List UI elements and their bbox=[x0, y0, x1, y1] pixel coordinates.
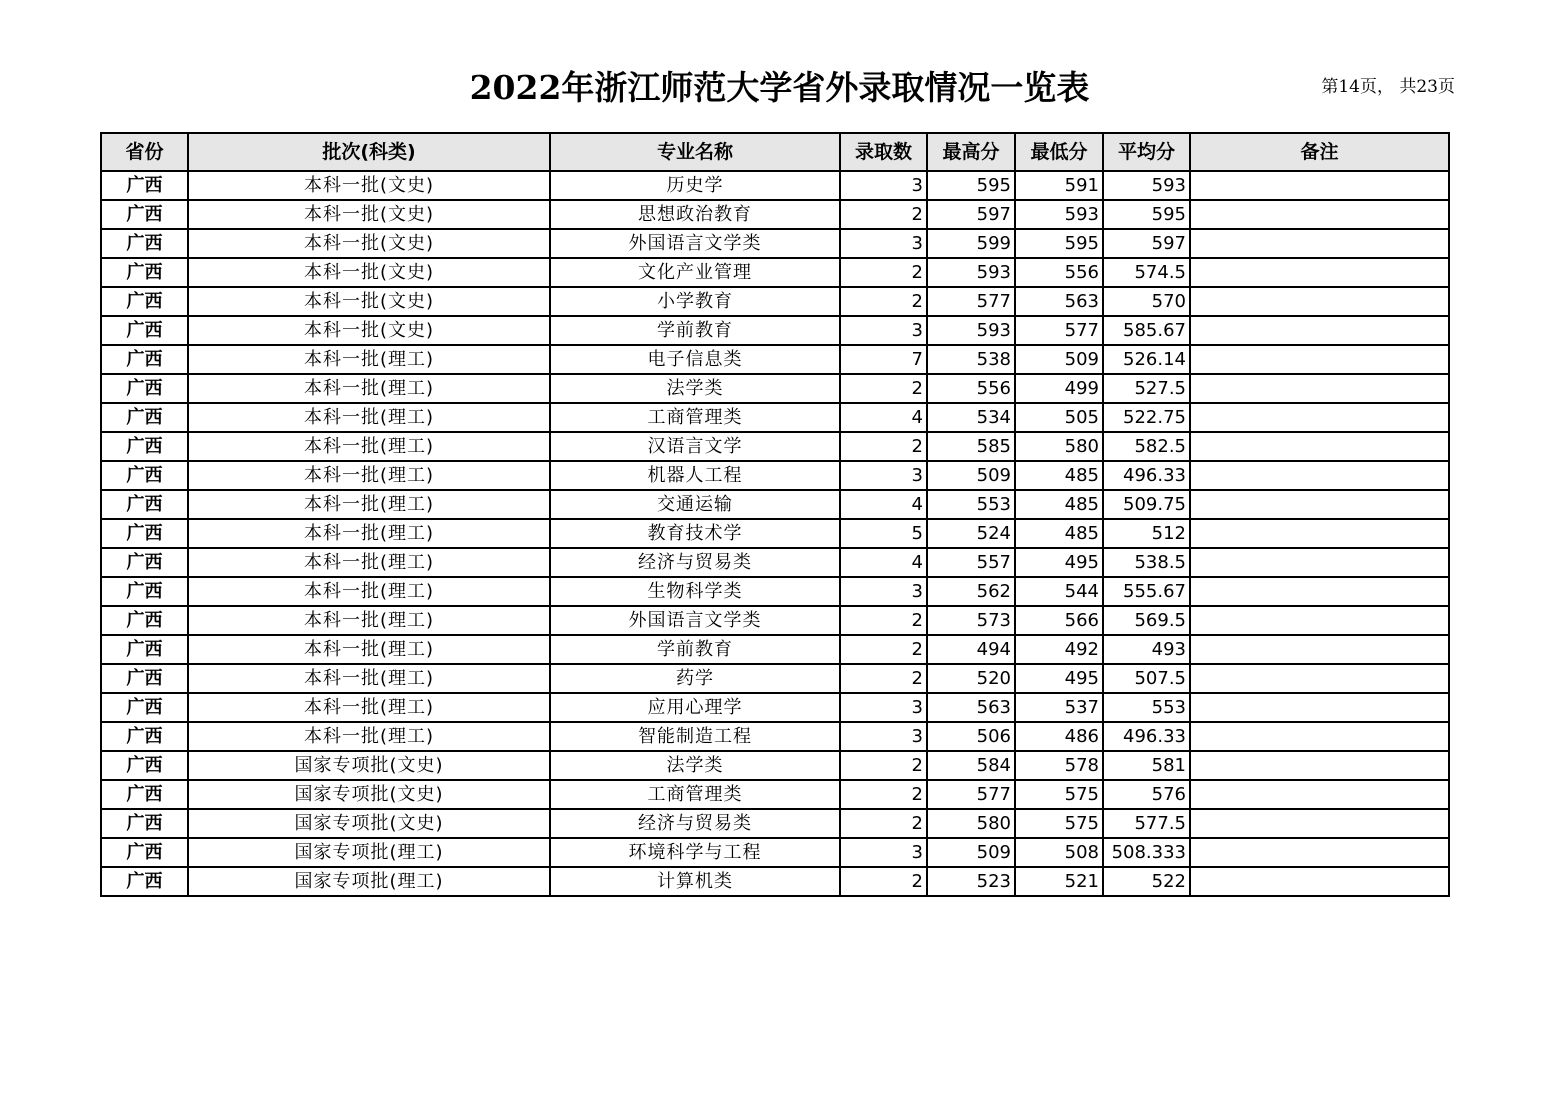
cell-count: 2 bbox=[840, 606, 927, 635]
cell-min-score: 563 bbox=[1015, 287, 1103, 316]
cell-min-score: 595 bbox=[1015, 229, 1103, 258]
cell-max-score: 509 bbox=[927, 461, 1015, 490]
cell-batch: 本科一批(理工) bbox=[188, 461, 550, 490]
cell-note bbox=[1190, 287, 1449, 316]
cell-note bbox=[1190, 780, 1449, 809]
cell-note bbox=[1190, 345, 1449, 374]
cell-avg-score: 585.67 bbox=[1103, 316, 1190, 345]
cell-batch: 本科一批(文史) bbox=[188, 229, 550, 258]
table-row bbox=[101, 838, 1449, 867]
cell-batch: 本科一批(文史) bbox=[188, 171, 550, 200]
cell-note bbox=[1190, 809, 1449, 838]
cell-min-score: 593 bbox=[1015, 200, 1103, 229]
cell-avg-score: 582.5 bbox=[1103, 432, 1190, 461]
header-count: 录取数 bbox=[840, 133, 927, 171]
cell-batch: 国家专项批(文史) bbox=[188, 809, 550, 838]
table-row bbox=[101, 258, 1449, 287]
table-row bbox=[101, 780, 1449, 809]
cell-batch: 本科一批(文史) bbox=[188, 200, 550, 229]
table-row bbox=[101, 751, 1449, 780]
cell-count: 4 bbox=[840, 403, 927, 432]
cell-batch: 国家专项批(理工) bbox=[188, 867, 550, 896]
cell-avg-score: 593 bbox=[1103, 171, 1190, 200]
cell-note bbox=[1190, 461, 1449, 490]
cell-note bbox=[1190, 432, 1449, 461]
cell-max-score: 577 bbox=[927, 780, 1015, 809]
cell-min-score: 492 bbox=[1015, 635, 1103, 664]
cell-province: 广西 bbox=[101, 577, 188, 606]
cell-note bbox=[1190, 403, 1449, 432]
cell-avg-score: 522 bbox=[1103, 867, 1190, 896]
cell-major: 交通运输 bbox=[550, 490, 840, 519]
cell-min-score: 495 bbox=[1015, 548, 1103, 577]
cell-batch: 本科一批(理工) bbox=[188, 606, 550, 635]
cell-batch: 本科一批(理工) bbox=[188, 577, 550, 606]
cell-province: 广西 bbox=[101, 374, 188, 403]
cell-province: 广西 bbox=[101, 345, 188, 374]
cell-note bbox=[1190, 722, 1449, 751]
cell-count: 3 bbox=[840, 171, 927, 200]
cell-note bbox=[1190, 316, 1449, 345]
header-avg-score: 平均分 bbox=[1103, 133, 1190, 171]
cell-province: 广西 bbox=[101, 867, 188, 896]
header-min-score: 最低分 bbox=[1015, 133, 1103, 171]
cell-note bbox=[1190, 635, 1449, 664]
cell-note bbox=[1190, 693, 1449, 722]
cell-min-score: 556 bbox=[1015, 258, 1103, 287]
cell-major: 汉语言文学 bbox=[550, 432, 840, 461]
cell-province: 广西 bbox=[101, 722, 188, 751]
cell-count: 4 bbox=[840, 548, 927, 577]
cell-avg-score: 509.75 bbox=[1103, 490, 1190, 519]
cell-note bbox=[1190, 258, 1449, 287]
cell-batch: 本科一批(理工) bbox=[188, 345, 550, 374]
cell-count: 3 bbox=[840, 722, 927, 751]
cell-batch: 国家专项批(文史) bbox=[188, 751, 550, 780]
cell-min-score: 508 bbox=[1015, 838, 1103, 867]
cell-max-score: 534 bbox=[927, 403, 1015, 432]
cell-min-score: 509 bbox=[1015, 345, 1103, 374]
cell-max-score: 580 bbox=[927, 809, 1015, 838]
cell-max-score: 563 bbox=[927, 693, 1015, 722]
cell-province: 广西 bbox=[101, 780, 188, 809]
cell-count: 3 bbox=[840, 229, 927, 258]
table-row bbox=[101, 229, 1449, 258]
cell-count: 3 bbox=[840, 693, 927, 722]
cell-max-score: 573 bbox=[927, 606, 1015, 635]
cell-max-score: 523 bbox=[927, 867, 1015, 896]
table-row bbox=[101, 664, 1449, 693]
cell-major: 经济与贸易类 bbox=[550, 548, 840, 577]
cell-batch: 本科一批(理工) bbox=[188, 635, 550, 664]
cell-avg-score: 595 bbox=[1103, 200, 1190, 229]
cell-major: 法学类 bbox=[550, 374, 840, 403]
cell-major: 工商管理类 bbox=[550, 403, 840, 432]
cell-major: 药学 bbox=[550, 664, 840, 693]
cell-avg-score: 507.5 bbox=[1103, 664, 1190, 693]
cell-max-score: 585 bbox=[927, 432, 1015, 461]
table-row bbox=[101, 403, 1449, 432]
cell-major: 环境科学与工程 bbox=[550, 838, 840, 867]
cell-note bbox=[1190, 548, 1449, 577]
cell-count: 2 bbox=[840, 635, 927, 664]
table-row bbox=[101, 606, 1449, 635]
table-row bbox=[101, 867, 1449, 896]
cell-note bbox=[1190, 229, 1449, 258]
cell-batch: 本科一批(理工) bbox=[188, 490, 550, 519]
page-number: 第14页， 共23页 bbox=[1321, 77, 1455, 97]
cell-major: 智能制造工程 bbox=[550, 722, 840, 751]
cell-avg-score: 538.5 bbox=[1103, 548, 1190, 577]
cell-province: 广西 bbox=[101, 287, 188, 316]
cell-count: 2 bbox=[840, 374, 927, 403]
cell-avg-score: 570 bbox=[1103, 287, 1190, 316]
cell-max-score: 556 bbox=[927, 374, 1015, 403]
cell-batch: 本科一批(理工) bbox=[188, 403, 550, 432]
cell-major: 法学类 bbox=[550, 751, 840, 780]
cell-avg-score: 597 bbox=[1103, 229, 1190, 258]
cell-max-score: 595 bbox=[927, 171, 1015, 200]
cell-avg-score: 576 bbox=[1103, 780, 1190, 809]
cell-min-score: 499 bbox=[1015, 374, 1103, 403]
cell-note bbox=[1190, 664, 1449, 693]
cell-min-score: 485 bbox=[1015, 519, 1103, 548]
cell-min-score: 591 bbox=[1015, 171, 1103, 200]
cell-major: 学前教育 bbox=[550, 635, 840, 664]
header-note: 备注 bbox=[1190, 133, 1449, 171]
header-province: 省份 bbox=[101, 133, 188, 171]
header-batch: 批次(科类) bbox=[188, 133, 550, 171]
cell-province: 广西 bbox=[101, 432, 188, 461]
cell-province: 广西 bbox=[101, 171, 188, 200]
cell-province: 广西 bbox=[101, 635, 188, 664]
cell-province: 广西 bbox=[101, 200, 188, 229]
cell-min-score: 577 bbox=[1015, 316, 1103, 345]
cell-note bbox=[1190, 577, 1449, 606]
cell-province: 广西 bbox=[101, 519, 188, 548]
cell-major: 外国语言文学类 bbox=[550, 606, 840, 635]
cell-max-score: 509 bbox=[927, 838, 1015, 867]
cell-major: 电子信息类 bbox=[550, 345, 840, 374]
cell-province: 广西 bbox=[101, 751, 188, 780]
cell-min-score: 580 bbox=[1015, 432, 1103, 461]
table-row bbox=[101, 432, 1449, 461]
cell-major: 小学教育 bbox=[550, 287, 840, 316]
table-row bbox=[101, 287, 1449, 316]
table-row bbox=[101, 345, 1449, 374]
cell-max-score: 562 bbox=[927, 577, 1015, 606]
cell-max-score: 593 bbox=[927, 316, 1015, 345]
table-row bbox=[101, 461, 1449, 490]
cell-note bbox=[1190, 751, 1449, 780]
header-max-score: 最高分 bbox=[927, 133, 1015, 171]
cell-major: 文化产业管理 bbox=[550, 258, 840, 287]
cell-count: 7 bbox=[840, 345, 927, 374]
cell-note bbox=[1190, 200, 1449, 229]
cell-note bbox=[1190, 374, 1449, 403]
cell-avg-score: 569.5 bbox=[1103, 606, 1190, 635]
cell-max-score: 494 bbox=[927, 635, 1015, 664]
cell-major: 机器人工程 bbox=[550, 461, 840, 490]
cell-count: 2 bbox=[840, 432, 927, 461]
table-row bbox=[101, 316, 1449, 345]
cell-min-score: 485 bbox=[1015, 461, 1103, 490]
cell-max-score: 538 bbox=[927, 345, 1015, 374]
table-row bbox=[101, 519, 1449, 548]
cell-avg-score: 526.14 bbox=[1103, 345, 1190, 374]
cell-min-score: 566 bbox=[1015, 606, 1103, 635]
cell-avg-score: 496.33 bbox=[1103, 461, 1190, 490]
cell-province: 广西 bbox=[101, 838, 188, 867]
cell-avg-score: 527.5 bbox=[1103, 374, 1190, 403]
cell-note bbox=[1190, 606, 1449, 635]
cell-batch: 本科一批(理工) bbox=[188, 664, 550, 693]
cell-avg-score: 555.67 bbox=[1103, 577, 1190, 606]
cell-max-score: 520 bbox=[927, 664, 1015, 693]
cell-province: 广西 bbox=[101, 548, 188, 577]
header-major: 专业名称 bbox=[550, 133, 840, 171]
cell-count: 2 bbox=[840, 287, 927, 316]
cell-batch: 本科一批(理工) bbox=[188, 374, 550, 403]
cell-min-score: 485 bbox=[1015, 490, 1103, 519]
cell-min-score: 505 bbox=[1015, 403, 1103, 432]
cell-note bbox=[1190, 519, 1449, 548]
table-row bbox=[101, 374, 1449, 403]
admission-table bbox=[100, 132, 1450, 897]
cell-batch: 本科一批(理工) bbox=[188, 519, 550, 548]
cell-max-score: 593 bbox=[927, 258, 1015, 287]
cell-avg-score: 493 bbox=[1103, 635, 1190, 664]
cell-min-score: 578 bbox=[1015, 751, 1103, 780]
cell-major: 生物科学类 bbox=[550, 577, 840, 606]
cell-min-score: 486 bbox=[1015, 722, 1103, 751]
cell-batch: 本科一批(理工) bbox=[188, 722, 550, 751]
table-row bbox=[101, 200, 1449, 229]
cell-province: 广西 bbox=[101, 664, 188, 693]
cell-avg-score: 512 bbox=[1103, 519, 1190, 548]
cell-major: 外国语言文学类 bbox=[550, 229, 840, 258]
cell-min-score: 544 bbox=[1015, 577, 1103, 606]
cell-avg-score: 577.5 bbox=[1103, 809, 1190, 838]
cell-province: 广西 bbox=[101, 490, 188, 519]
cell-province: 广西 bbox=[101, 809, 188, 838]
cell-max-score: 506 bbox=[927, 722, 1015, 751]
cell-count: 3 bbox=[840, 316, 927, 345]
table-row bbox=[101, 693, 1449, 722]
cell-avg-score: 574.5 bbox=[1103, 258, 1190, 287]
cell-count: 2 bbox=[840, 780, 927, 809]
cell-major: 教育技术学 bbox=[550, 519, 840, 548]
cell-province: 广西 bbox=[101, 403, 188, 432]
cell-count: 2 bbox=[840, 258, 927, 287]
cell-count: 2 bbox=[840, 751, 927, 780]
cell-note bbox=[1190, 490, 1449, 519]
cell-note bbox=[1190, 867, 1449, 896]
cell-min-score: 495 bbox=[1015, 664, 1103, 693]
cell-max-score: 577 bbox=[927, 287, 1015, 316]
cell-major: 历史学 bbox=[550, 171, 840, 200]
cell-batch: 国家专项批(文史) bbox=[188, 780, 550, 809]
cell-major: 计算机类 bbox=[550, 867, 840, 896]
cell-avg-score: 496.33 bbox=[1103, 722, 1190, 751]
cell-avg-score: 553 bbox=[1103, 693, 1190, 722]
cell-max-score: 584 bbox=[927, 751, 1015, 780]
cell-count: 4 bbox=[840, 490, 927, 519]
cell-max-score: 599 bbox=[927, 229, 1015, 258]
cell-note bbox=[1190, 171, 1449, 200]
cell-max-score: 597 bbox=[927, 200, 1015, 229]
cell-batch: 本科一批(理工) bbox=[188, 693, 550, 722]
cell-count: 3 bbox=[840, 577, 927, 606]
cell-min-score: 575 bbox=[1015, 780, 1103, 809]
cell-province: 广西 bbox=[101, 316, 188, 345]
cell-major: 工商管理类 bbox=[550, 780, 840, 809]
cell-count: 2 bbox=[840, 867, 927, 896]
table-row bbox=[101, 722, 1449, 751]
cell-batch: 本科一批(文史) bbox=[188, 287, 550, 316]
cell-avg-score: 581 bbox=[1103, 751, 1190, 780]
table-header-row bbox=[101, 133, 1449, 171]
cell-province: 广西 bbox=[101, 693, 188, 722]
cell-major: 思想政治教育 bbox=[550, 200, 840, 229]
table-row bbox=[101, 635, 1449, 664]
cell-min-score: 537 bbox=[1015, 693, 1103, 722]
cell-major: 应用心理学 bbox=[550, 693, 840, 722]
table-row bbox=[101, 548, 1449, 577]
cell-count: 2 bbox=[840, 200, 927, 229]
cell-batch: 本科一批(文史) bbox=[188, 258, 550, 287]
cell-province: 广西 bbox=[101, 606, 188, 635]
cell-province: 广西 bbox=[101, 461, 188, 490]
cell-count: 2 bbox=[840, 809, 927, 838]
cell-batch: 本科一批(理工) bbox=[188, 548, 550, 577]
cell-province: 广西 bbox=[101, 229, 188, 258]
table-row bbox=[101, 490, 1449, 519]
cell-count: 3 bbox=[840, 461, 927, 490]
cell-province: 广西 bbox=[101, 258, 188, 287]
cell-batch: 国家专项批(理工) bbox=[188, 838, 550, 867]
cell-max-score: 553 bbox=[927, 490, 1015, 519]
cell-avg-score: 508.333 bbox=[1103, 838, 1190, 867]
cell-batch: 本科一批(文史) bbox=[188, 316, 550, 345]
cell-major: 学前教育 bbox=[550, 316, 840, 345]
cell-max-score: 524 bbox=[927, 519, 1015, 548]
cell-avg-score: 522.75 bbox=[1103, 403, 1190, 432]
cell-min-score: 521 bbox=[1015, 867, 1103, 896]
cell-count: 3 bbox=[840, 838, 927, 867]
cell-note bbox=[1190, 838, 1449, 867]
cell-min-score: 575 bbox=[1015, 809, 1103, 838]
cell-major: 经济与贸易类 bbox=[550, 809, 840, 838]
cell-count: 2 bbox=[840, 664, 927, 693]
table-row bbox=[101, 171, 1449, 200]
table-row bbox=[101, 577, 1449, 606]
page-title: 2022年浙江师范大学省外录取情况一览表 bbox=[469, 68, 1090, 107]
cell-max-score: 557 bbox=[927, 548, 1015, 577]
table-row bbox=[101, 809, 1449, 838]
cell-count: 5 bbox=[840, 519, 927, 548]
cell-batch: 本科一批(理工) bbox=[188, 432, 550, 461]
